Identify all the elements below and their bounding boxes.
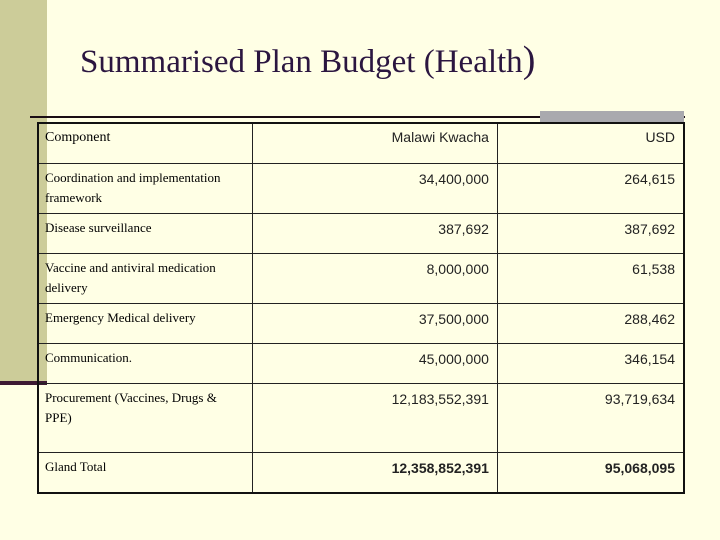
usd-cell: 288,462 bbox=[497, 303, 684, 343]
table-row bbox=[38, 163, 684, 213]
slide-title bbox=[80, 38, 535, 82]
component-cell: Coordination and implementation framework bbox=[38, 163, 253, 213]
usd-cell: 61,538 bbox=[497, 253, 684, 303]
header-component: Component bbox=[38, 123, 253, 163]
table-row bbox=[38, 303, 684, 343]
slide-title-paren: ) bbox=[522, 39, 536, 81]
table-total-row bbox=[38, 452, 684, 493]
header-mwk: Malawi Kwacha bbox=[253, 123, 498, 163]
usd-cell: 264,615 bbox=[497, 163, 684, 213]
total-usd: 95,068,095 bbox=[497, 452, 684, 493]
usd-cell: 387,692 bbox=[497, 213, 684, 253]
mwk-cell: 12,183,552,391 bbox=[253, 383, 498, 452]
usd-cell: 346,154 bbox=[497, 343, 684, 383]
slide-title-text: Summarised Plan Budget (Health bbox=[80, 44, 523, 80]
total-label: Gland Total bbox=[38, 452, 253, 493]
component-cell: Emergency Medical delivery bbox=[38, 303, 253, 343]
table-row bbox=[38, 253, 684, 303]
usd-cell: 93,719,634 bbox=[497, 383, 684, 452]
component-cell: Procurement (Vaccines, Drugs & PPE) bbox=[38, 383, 253, 452]
table-row bbox=[38, 343, 684, 383]
mwk-cell: 37,500,000 bbox=[253, 303, 498, 343]
header-usd: USD bbox=[497, 123, 684, 163]
table-row bbox=[38, 213, 684, 253]
component-cell: Communication. bbox=[38, 343, 253, 383]
component-cell: Disease surveillance bbox=[38, 213, 253, 253]
mwk-cell: 45,000,000 bbox=[253, 343, 498, 383]
table-row bbox=[38, 383, 684, 452]
total-mwk: 12,358,852,391 bbox=[253, 452, 498, 493]
mwk-cell: 8,000,000 bbox=[253, 253, 498, 303]
budget-table bbox=[37, 122, 685, 494]
decorative-gray-bar bbox=[540, 111, 684, 122]
component-cell: Vaccine and antiviral medication delivery bbox=[38, 253, 253, 303]
table-header-row bbox=[38, 123, 684, 163]
mwk-cell: 387,692 bbox=[253, 213, 498, 253]
mwk-cell: 34,400,000 bbox=[253, 163, 498, 213]
